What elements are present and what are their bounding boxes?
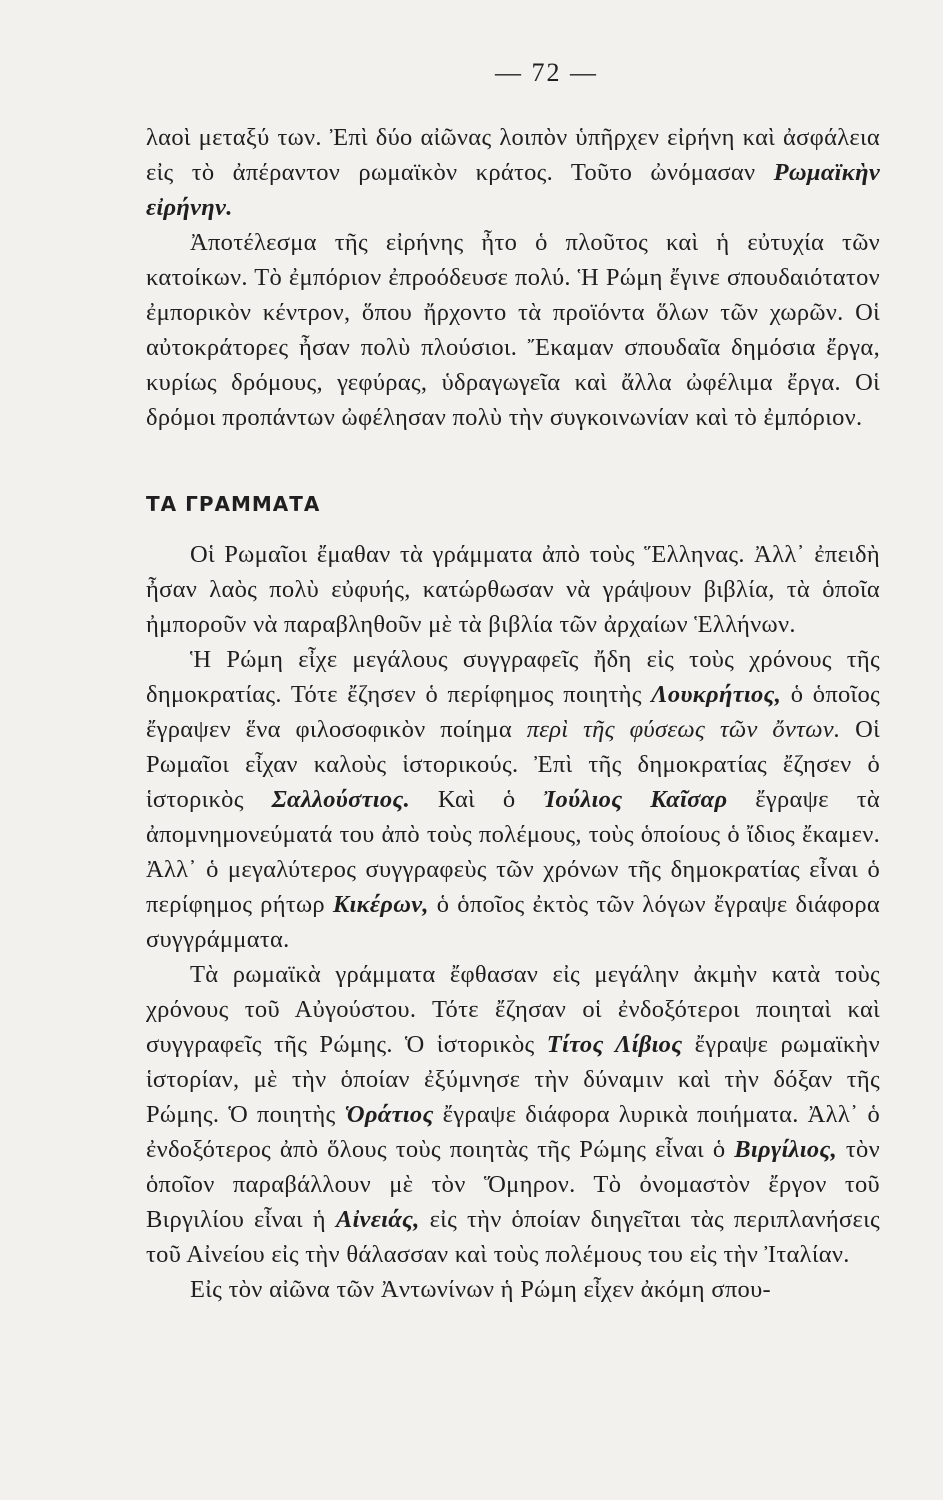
paragraph-republic-writers: [146, 642, 880, 957]
paragraph-text: εἰς τὴν ὁποίαν διηγεῖται τὰς περιπλανήσεις τοῦ Αἰνείου εἰς τὴν θάλασσαν καὶ τοὺς πολέμους του εἰς τὴν Ἰταλίαν.: [146, 1206, 880, 1268]
paragraph-greek-influence: Οἱ Ρωμαῖοι ἔμαθαν τὰ γράμματα ἀπὸ τοὺς Ἕλληνας. Ἀλλ᾽ ἐπειδὴ ἦσαν λαὸς πολὺ εὐφυής, κατώρθωσαν νὰ γράψουν βιβλία, τὰ ὁποῖα ἠμποροῦν νὰ παραβληθοῦν μὲ τὰ βιβλία τῶν ἀρχαίων Ἑλλήνων.: [146, 541, 880, 638]
roman-peace-section: [146, 120, 880, 435]
name-horace: Ὁράτιος: [344, 1101, 434, 1128]
paragraph-text: Τὰ ρωμαϊκὰ γράμματα ἔφθασαν εἰς μεγάλην ἀκμὴν κατὰ τοὺς χρόνους τοῦ Αὐγούστου. Τότε ἔζησαν οἱ ἐνδοξότεροι ποιηταὶ καὶ συγγραφεῖς τῆς Ρώμης. Ὁ ἱστορικὸς: [146, 961, 880, 1058]
letters-section: [146, 537, 880, 1307]
paragraph-text: Καὶ ὁ: [410, 786, 544, 813]
section-heading: ΤΑ ΓΡΑΜΜΑΤΑ: [146, 492, 321, 516]
paragraph-text: Ἡ Ρώμη εἶχε μεγάλους συγγραφεῖς ἤδη εἰς τοὺς χρόνους τῆς δημοκρατίας. Τότε ἔζησεν ὁ περίφημος ποιητὴς: [146, 646, 880, 708]
paragraph-augustan-age: [146, 957, 880, 1272]
paragraph-antonines: Εἰς τὸν αἰῶνα τῶν Ἀντωνίνων ἡ Ρώμη εἶχεν ἀκόμη σπου-: [190, 1276, 771, 1303]
paragraph-roman-peace: [146, 120, 880, 225]
paragraph-text: ἔγραψε διάφορα λυρικὰ ποιήματα. Ἀλλ᾽ ὁ ἐνδοξότερος ἀπὸ ὅλους τοὺς ποιητὰς τῆς Ρώμης εἶναι ὁ: [146, 1101, 880, 1163]
paragraph-text: Οἱ Ρωμαῖοι εἶχαν καλοὺς ἱστορικούς. Ἐπὶ τῆς δημοκρατίας ἔζησεν ὁ ἱστορικὸς: [146, 716, 880, 813]
paragraph-text: ἔγραψε τὰ ἀπομνημονεύματά του ἀπὸ τοὺς πολέμους, τοὺς ὁποίους ὁ ἴδιος ἔκαμεν. Ἀλλ᾽ ὁ μεγαλύτερος συγγραφεὺς τῶν χρόνων τῆς δημοκρατίας εἶναι ὁ περίφημος ρήτωρ: [146, 786, 881, 918]
name-cicero: Κικέρων,: [332, 891, 429, 918]
paragraph-text: τὸν ὁποῖον παραβάλλουν μὲ τὸν Ὅμηρον. Τὸ ὀνομαστὸν ἔργον τοῦ Βιργιλίου εἶναι ἡ: [146, 1136, 880, 1233]
paragraph-wealth-trade: Ἀποτέλεσμα τῆς εἰρήνης ἦτο ὁ πλοῦτος καὶ ἡ εὐτυχία τῶν κατοίκων. Τὸ ἐμπόριον ἐπροόδευσε πολύ. Ἡ Ρώμη ἔγινε σπουδαιότατον ἐμπορικὸν κέντρον, ὅπου ἤρχοντο τὰ προϊόντα ὅλων τῶν χωρῶν. Οἱ αὐτοκράτορες ἦσαν πολὺ πλούσιοι. Ἔκαμαν σπουδαῖα δημόσια ἔργα, κυρίως δρόμους, γεφύρας, ὑδραγωγεῖα καὶ ἄλλα ὠφέλιμα ἔργα. Οἱ δρόμοι προπάντων ὠφέλησαν πολὺ τὴν συγκοινωνίαν καὶ τὸ ἐμπόριον.: [146, 229, 880, 431]
name-titus-livius: Τίτος Λίβιος: [546, 1031, 683, 1058]
work-title-de-rerum-natura: περὶ τῆς φύσεως τῶν ὄντων.: [526, 716, 841, 743]
name-sallust: Σαλλούστιος.: [271, 786, 411, 813]
paragraph-text: ὁ ὁποῖος ἔγραψεν ἕνα φιλοσοφικὸν ποίημα: [146, 681, 880, 743]
paragraph-text: ὁ ὁποῖος ἐκτὸς τῶν λόγων ἔγραψε διάφορα συγγράμματα.: [146, 891, 880, 953]
page-number: — 72 —: [495, 58, 598, 87]
emphasis-roman-peace: Ρωμαϊκὴν εἰρήνην.: [146, 159, 880, 221]
name-lucretius: Λουκρήτιος,: [651, 681, 782, 708]
paragraph-text: ἔγραψε ρωμαϊκὴν ἱστορίαν, μὲ τὴν ὁποίαν ἐξύμνησε τὴν δύναμιν καὶ τὴν δόξαν τῆς Ρώμης. Ὁ ποιητὴς: [146, 1031, 880, 1128]
name-virgil: Βιργίλιος,: [734, 1136, 838, 1163]
name-julius-caesar: Ἰούλιος Καῖσαρ: [543, 786, 728, 813]
work-title-aeneid: Αἰνειάς,: [335, 1206, 420, 1233]
paragraph-text: λαοὶ μεταξύ των. Ἐπὶ δύο αἰῶνας λοιπὸν ὑπῆρχεν εἰρήνη καὶ ἀσφάλεια εἰς τὸ ἀπέραντον ρωμαϊκὸν κράτος. Τοῦτο ὠνόμασαν: [146, 124, 880, 186]
